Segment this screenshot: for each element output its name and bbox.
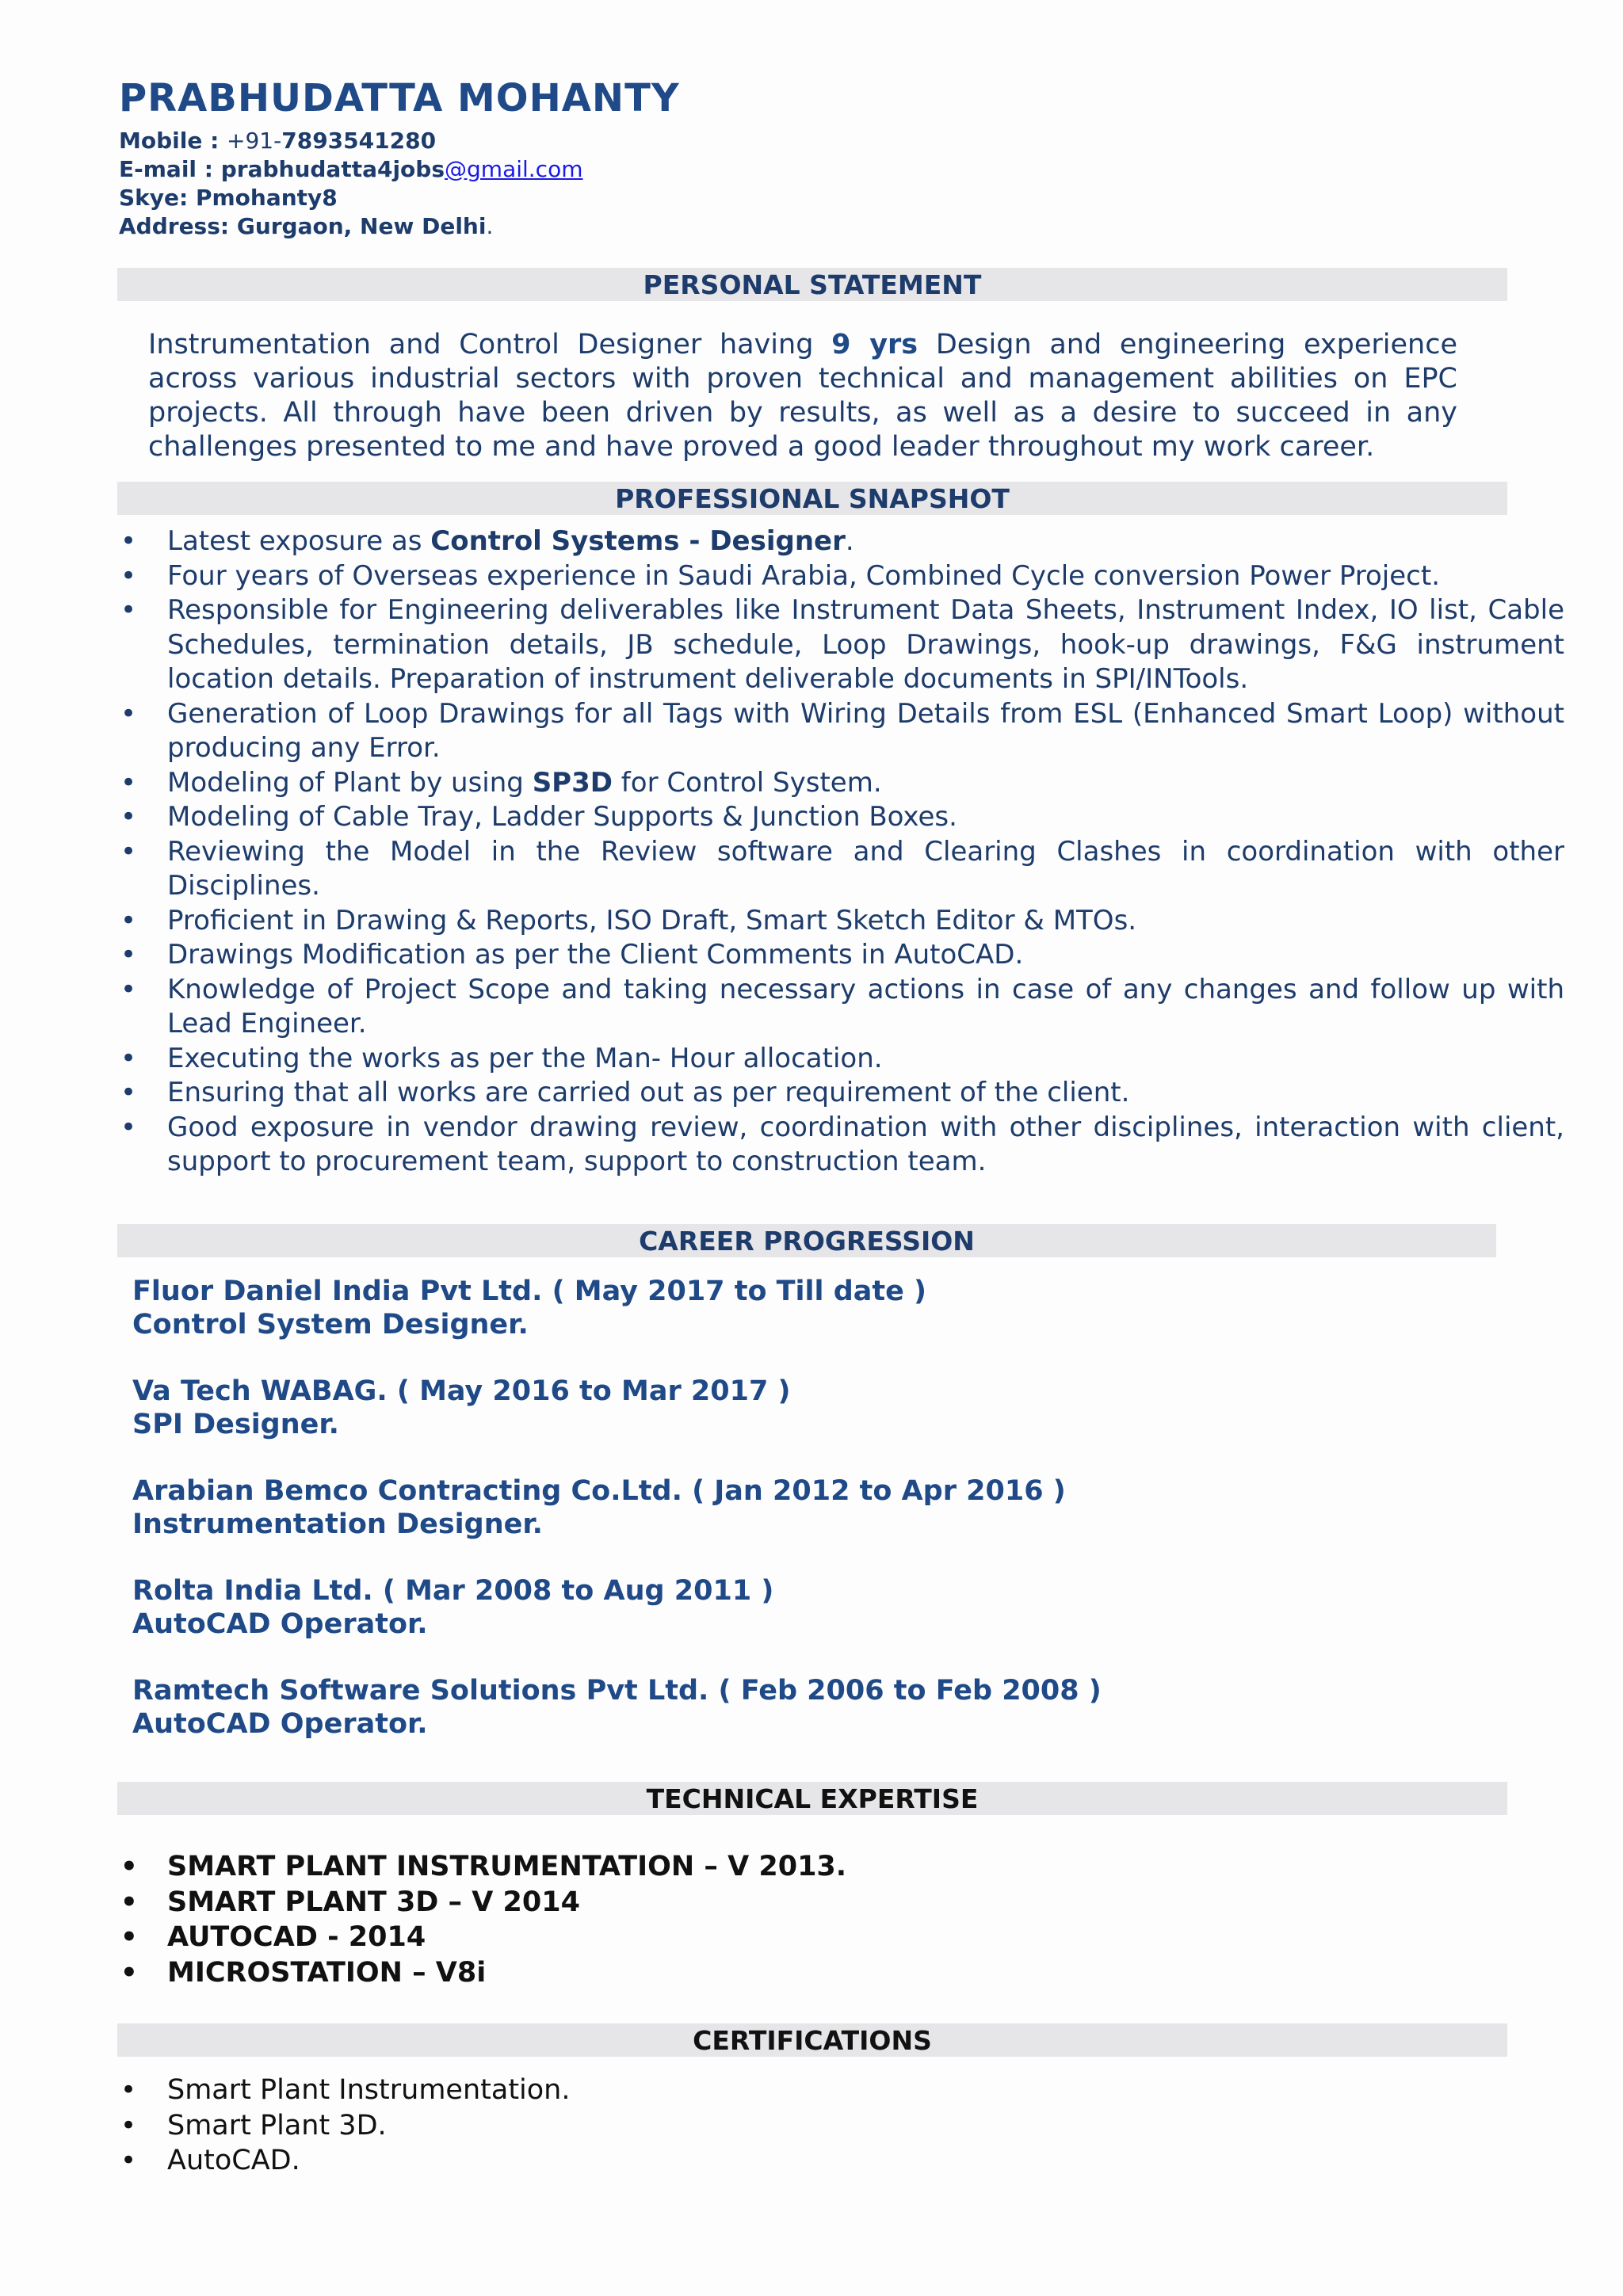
item-text: Modeling of Plant by using — [167, 766, 533, 799]
snapshot-list — [117, 524, 1564, 1180]
section-heading-certifications: CERTIFICATIONS — [117, 2023, 1507, 2057]
career-entry — [132, 1474, 1102, 1541]
item-text: Latest exposure as — [167, 525, 431, 557]
list-item: • Knowledge of Project Scope and taking necessary actions in case of any changes and follow up with Lead Engineer. — [117, 973, 1564, 1042]
statement-part-1: Instrumentation and Control Designer having — [148, 329, 832, 360]
list-item: • Modeling of Cable Tray, Ladder Supports & Junction Boxes. — [117, 800, 1564, 835]
section-heading-technical-expertise: TECHNICAL EXPERTISE — [117, 1782, 1507, 1815]
list-item: • Smart Plant 3D. — [117, 2108, 1564, 2144]
list-item: • SMART PLANT 3D – V 2014 — [117, 1885, 1564, 1920]
career-role: SPI Designer. — [132, 1409, 339, 1440]
list-item: • Executing the works as per the Man- Hour allocation. — [117, 1042, 1564, 1077]
career-role: Instrumentation Designer. — [132, 1508, 543, 1540]
statement-highlight: 9 yrs — [831, 329, 918, 360]
section-heading-personal-statement: PERSONAL STATEMENT — [117, 268, 1507, 301]
address-text: Address: Gurgaon, New Delhi — [119, 213, 487, 239]
mobile-prefix: +91- — [227, 128, 282, 154]
list-item: • Smart Plant Instrumentation. — [117, 2073, 1564, 2108]
email-label: E-mail : — [119, 156, 221, 182]
list-item: • SMART PLANT INSTRUMENTATION – V 2013. — [117, 1849, 1564, 1885]
career-entry — [132, 1275, 1102, 1341]
mobile-line — [119, 127, 582, 155]
item-bold: Control Systems - Designer — [430, 525, 846, 557]
address-end: . — [486, 213, 494, 239]
career-role: AutoCAD Operator. — [132, 1608, 428, 1640]
list-item: • Responsible for Engineering deliverables like Instrument Data Sheets, Instrument Index, IO list, Cable Schedules, termination details, JB schedule, Loop Drawings, hook-up drawings, F&G instrument location details. Preparation of instrument deliverable documents in SPI/INTools. — [117, 593, 1564, 697]
career-role: Control System Designer. — [132, 1309, 529, 1341]
career-entry — [132, 1574, 1102, 1641]
section-heading-professional-snapshot: PROFESSIONAL SNAPSHOT — [117, 482, 1507, 515]
career-company: Va Tech WABAG. ( May 2016 to Mar 2017 ) — [132, 1375, 791, 1407]
mobile-label: Mobile : — [119, 128, 227, 154]
list-item: • Good exposure in vendor drawing review, coordination with other disciplines, interaction with client, support to procurement team, support to construction team. — [117, 1111, 1564, 1180]
email-line — [119, 155, 582, 184]
career-company: Rolta India Ltd. ( Mar 2008 to Aug 2011 ) — [132, 1575, 774, 1607]
technical-expertise-list — [117, 1849, 1564, 1990]
address-line — [119, 212, 582, 241]
list-item: • Reviewing the Model in the Review software and Clearing Clashes in coordination with other Disciplines. — [117, 835, 1564, 904]
contact-block — [119, 127, 582, 241]
email-user: prabhudatta4jobs — [220, 156, 445, 182]
section-heading-career-progression: CAREER PROGRESSION — [117, 1224, 1496, 1257]
career-entry — [132, 1375, 1102, 1441]
mobile-number: 7893541280 — [281, 128, 437, 154]
career-role: AutoCAD Operator. — [132, 1708, 428, 1740]
list-item: • Four years of Overseas experience in Saudi Arabia, Combined Cycle conversion Power Project. — [117, 559, 1564, 594]
list-item: • AutoCAD. — [117, 2143, 1564, 2179]
email-link[interactable]: @gmail.com — [445, 156, 583, 182]
certifications-list — [117, 2073, 1564, 2179]
list-item: • Ensuring that all works are carried out as per requirement of the client. — [117, 1076, 1564, 1111]
item-text: for Control System. — [612, 766, 882, 799]
career-company: Ramtech Software Solutions Pvt Ltd. ( Feb 2006 to Feb 2008 ) — [132, 1675, 1102, 1707]
personal-statement-text — [148, 328, 1457, 464]
career-entry — [132, 1674, 1102, 1741]
list-item — [117, 766, 1564, 801]
list-item: • AUTOCAD - 2014 — [117, 1920, 1564, 1955]
career-list — [132, 1275, 1102, 1774]
career-company: Fluor Daniel India Pvt Ltd. ( May 2017 to Till date ) — [132, 1276, 927, 1307]
item-bold: SP3D — [532, 766, 613, 799]
list-item: • Proficient in Drawing & Reports, ISO Draft, Smart Sketch Editor & MTOs. — [117, 904, 1564, 939]
statement-part-2: Design and engineering experience across various industrial sectors with proven technical and management abilities on EPC projects. All through have been driven by results, as well as a desire to succeed in any challenges presented to me and have proved a good leader throughout my work career. — [148, 329, 1457, 463]
career-company: Arabian Bemco Contracting Co.Ltd. ( Jan 2012 to Apr 2016 ) — [132, 1475, 1066, 1507]
list-item — [117, 524, 1564, 559]
list-item: • Generation of Loop Drawings for all Tags with Wiring Details from ESL (Enhanced Smart Loop) without producing any Error. — [117, 697, 1564, 766]
skype-line: Skye: Pmohanty8 — [119, 185, 338, 211]
candidate-name: PRABHUDATTA MOHANTY — [119, 76, 680, 120]
list-item: • MICROSTATION – V8i — [117, 1955, 1564, 1991]
list-item: • Drawings Modification as per the Client Comments in AutoCAD. — [117, 938, 1564, 973]
item-text: . — [845, 525, 854, 557]
